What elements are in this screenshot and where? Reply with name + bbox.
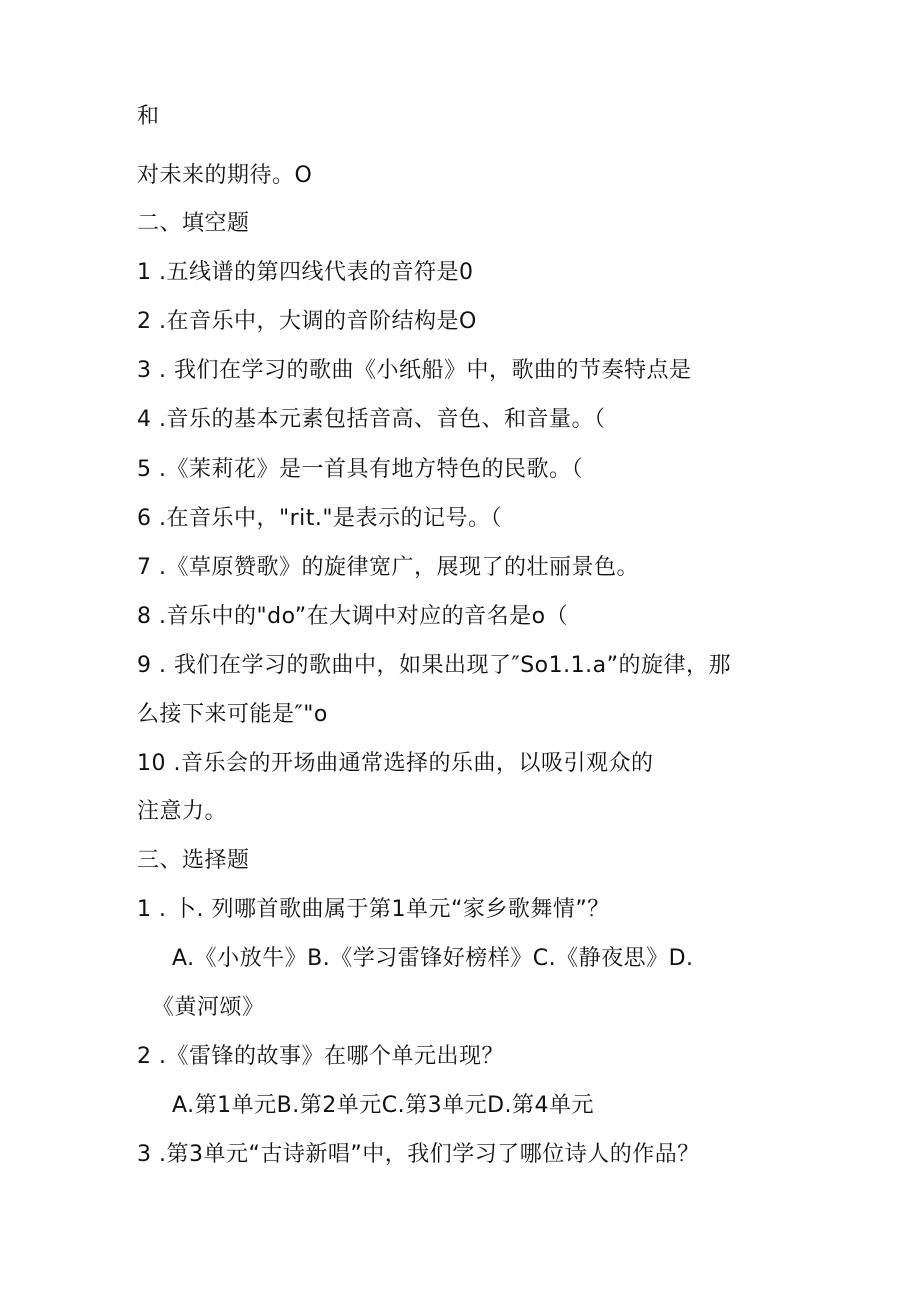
fill-question-3: 3 . 我们在学习的歌曲《小纸船》中，歌曲的节奏特点是 bbox=[137, 358, 692, 383]
choice-question-3: 3 .第3单元“古诗新唱”中，我们学习了哪位诗人的作品？ bbox=[137, 1142, 700, 1167]
text-line-continuation-2: 对未来的期待。O bbox=[137, 163, 313, 188]
fill-question-7: 7 .《草原赞歌》的旋律宽广，展现了的壮丽景色。 bbox=[137, 555, 639, 580]
fill-question-4: 4 .音乐的基本元素包括音高、音色、和音量。（ bbox=[137, 407, 606, 432]
fill-question-1: 1 .五线谱的第四线代表的音符是0 bbox=[137, 260, 474, 285]
fill-question-6: 6 .在音乐中，"rit."是表示的记号。（ bbox=[137, 506, 502, 531]
choice-question-1: 1 . 卜. 列哪首歌曲属于第1单元“家乡歌舞情”？ bbox=[137, 897, 610, 922]
fill-question-10: 10 .音乐会的开场曲通常选择的乐曲，以吸引观众的 bbox=[137, 751, 654, 776]
text-line-continuation-1: 和 bbox=[137, 104, 160, 129]
fill-question-9-continued: 么接下来可能是″"o bbox=[137, 702, 328, 727]
choice-question-2-options: A.第1单元B.第2单元C.第3单元D.第4单元 bbox=[172, 1093, 595, 1118]
choice-question-1-options-continued: 《黄河颂》 bbox=[152, 995, 265, 1020]
choice-question-1-options: A.《小放牛》B.《学习雷锋好榜样》C.《静夜思》D. bbox=[172, 946, 694, 971]
choice-question-2: 2 .《雷锋的故事》在哪个单元出现？ bbox=[137, 1044, 504, 1069]
section-heading-multiple-choice: 三、选择题 bbox=[137, 848, 250, 873]
fill-question-9: 9 . 我们在学习的歌曲中，如果出现了″So1.1.a”的旋律，那 bbox=[137, 653, 731, 678]
fill-question-8: 8 .音乐中的"do”在大调中对应的音名是o（ bbox=[137, 604, 569, 629]
fill-question-5: 5 .《茉莉花》是一首具有地方特色的民歌。（ bbox=[137, 457, 583, 482]
fill-question-2: 2 .在音乐中，大调的音阶结构是O bbox=[137, 309, 477, 334]
section-heading-fill-blank: 二、填空题 bbox=[137, 211, 250, 236]
fill-question-10-continued: 注意力。 bbox=[137, 799, 228, 824]
